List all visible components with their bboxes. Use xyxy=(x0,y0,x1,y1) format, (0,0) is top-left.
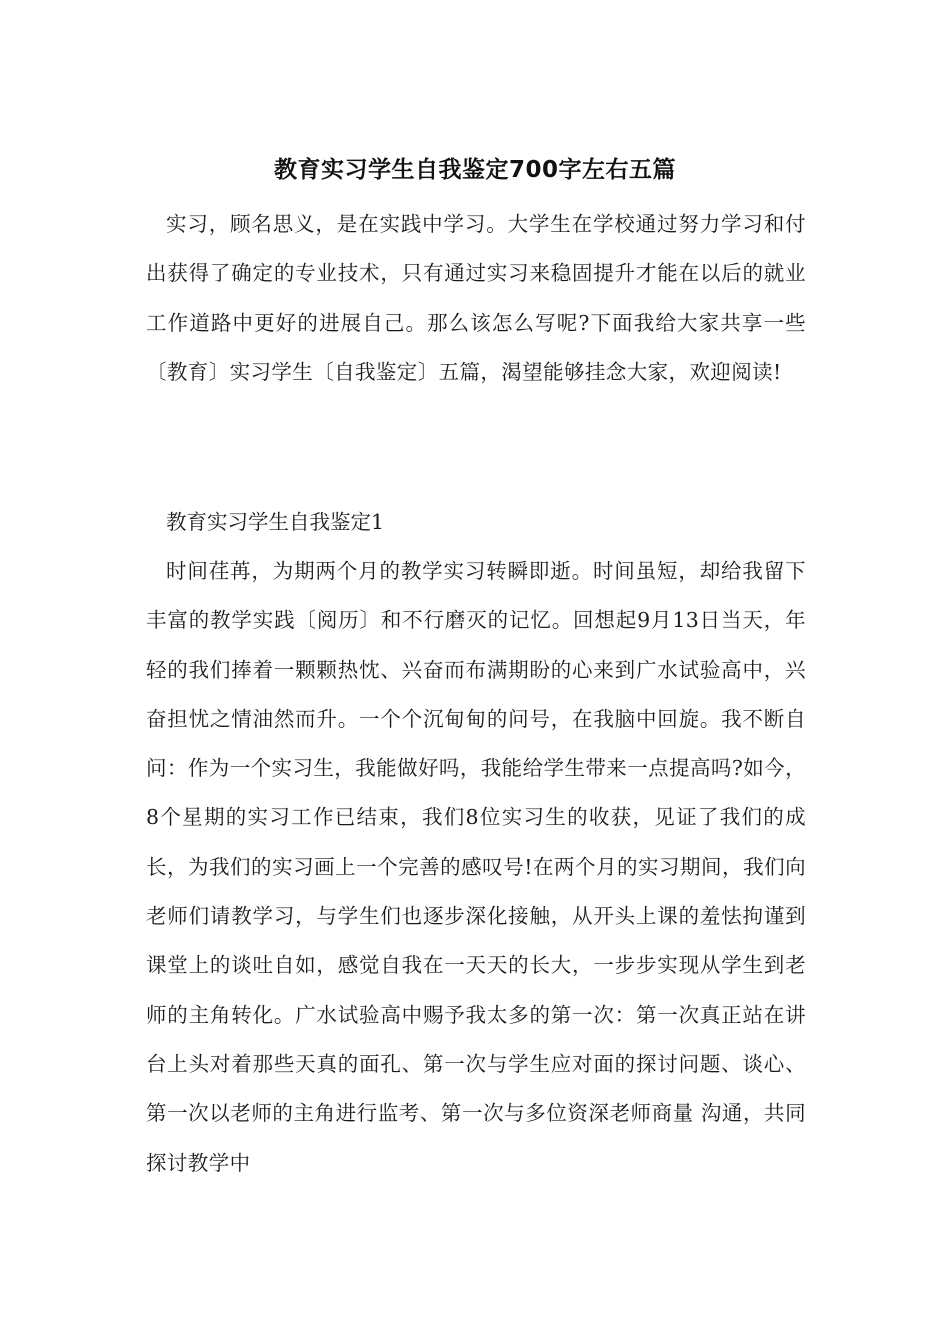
section-paragraph: 时间荏苒，为期两个月的教学实习转瞬即逝。时间虽短，却给我留下丰富的教学实践〔阅历〕和不行磨灭的记忆。回想起9月13日当天，年轻的我们捧着一颗颗热忱、兴奋而布满期盼的心来到广水试验高中，兴奋担忧之情油然而升。一个个沉甸甸的问号，在我脑中回旋。我不断自问：作为一个实习生，我能做好吗，我能给学生带来一点提高吗?如今，8个星期的实习工作已结束，我们8位实习生的收获，见证了我们的成长，为我们的实习画上一个完善的感叹号!在两个月的实习期间，我们向老师们请教学习，与学生们也逐步深化接触，从开头上课的羞怯拘谨到课堂上的谈吐自如，感觉自我在一天天的长大，一步步实现从学生到老师的主角转化。广水试验高中赐予我太多的第一次：第一次真正站在讲台上头对着那些天真的面孔、第一次与学生应对面的探讨问题、谈心、第一次以老师的主角进行监考、第一次与多位资深老师商量 沟通，共同探讨教学中 xyxy=(146,559,806,1175)
intro-paragraph: 实习，顾名思义，是在实践中学习。大学生在学校通过努力学习和付出获得了确定的专业技术，只有通过实习来稳固提升才能在以后的就业工作道路中更好的进展自己。那么该怎么写呢?下面我给大家共享一些〔教育〕实习学生〔自我鉴定〕五篇，渴望能够挂念大家，欢迎阅读! xyxy=(146,212,806,384)
section-heading: 教育实习学生自我鉴定1 xyxy=(166,510,385,534)
document-title: 教育实习学生自我鉴定700字左右五篇 xyxy=(273,157,676,183)
